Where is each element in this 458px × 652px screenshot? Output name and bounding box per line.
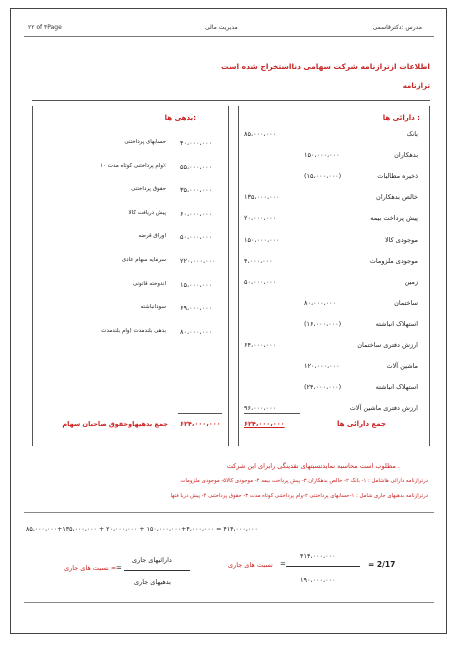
calc-rule-top — [24, 512, 434, 513]
liability-amount: ۳۵،۰۰۰،۰۰۰ — [180, 186, 213, 194]
formula-fraction-bar — [124, 570, 190, 571]
asset-subamount: ۱۵۰،۰۰۰،۰۰۰ — [304, 151, 340, 159]
asset-label: موجودی کالا — [384, 236, 418, 244]
liability-label: وام پرداختنی کوتاه مدت ۱۰٪ — [100, 163, 166, 169]
current-assets-sum: ۸۵،۰۰۰،۰۰۰+۱۳۵،۰۰۰،۰۰۰ + ۲۰،۰۰۰،۰۰۰ + ۱۵۰،۰۰۰،۰۰۰+۴،۰۰۰،۰۰۰ = ۴۱۴،۰۰۰،۰۰۰ — [26, 526, 258, 533]
liabilities-total-amount: ۶۲۴،۰۰۰،۰۰۰ — [180, 420, 221, 428]
asset-subamount: (۱۵،۰۰۰،۰۰۰) — [304, 172, 342, 180]
asset-label: ماشین آلات — [386, 362, 418, 370]
asset-label: استهلاک انباشته — [375, 320, 418, 328]
result-equals: = — [280, 560, 286, 568]
asset-amount: ۱۵۰،۰۰۰،۰۰۰ — [244, 236, 280, 244]
header-divider — [24, 36, 434, 37]
liabilities-left-rule — [32, 106, 33, 446]
liability-label: سرمایه سهام عادی — [121, 257, 166, 263]
asset-label: موجودی ملزومات — [369, 257, 418, 265]
liability-amount: ۸۰،۰۰۰،۰۰۰ — [180, 328, 213, 336]
assets-total-rule — [244, 413, 300, 414]
asset-label: ذخیره مطالبات — [377, 172, 418, 180]
current-assets-note: درترازنامه دارائی هاشامل : ۱- بانک ۲- خالص بدهکاران ۳- پیش پرداخت بیمه ۴- موجودی کالا۵- موجودی ملزومات — [180, 478, 428, 484]
liabilities-heading: بدهی ها: — [164, 114, 196, 122]
balance-sheet-title: ترازنامه — [402, 82, 430, 90]
asset-label: ساختمان — [394, 299, 418, 307]
asset-label: زمین — [404, 278, 418, 286]
asset-label: بدهکاران — [394, 151, 418, 159]
asset-label: ارزش دفتری ساختمان — [357, 341, 418, 349]
liability-label: پیش دریافت کالا — [128, 210, 166, 216]
formula-equals: = — [116, 564, 122, 572]
asset-amount: ۸۵،۰۰۰،۰۰۰ — [244, 130, 277, 138]
liability-label: بدهی بلندمدت (وام بلندمدت — [101, 328, 166, 334]
asset-amount: ۴،۰۰۰،۰۰۰ — [244, 257, 273, 265]
asset-label: ارزش دفتری ماشین آلات — [349, 404, 418, 412]
result-label: نسبت های جاری — [228, 561, 273, 569]
liability-amount: ۶۰،۰۰۰،۰۰۰ — [180, 210, 213, 218]
asset-amount: ۵۰،۰۰۰،۰۰۰ — [244, 278, 277, 286]
liability-amount: ۵۵،۰۰۰،۰۰۰ — [180, 163, 213, 171]
liability-label: حقوق پرداختنی — [131, 186, 166, 192]
result-value: = 2/17 — [368, 560, 396, 569]
formula-numerator: دارائیهای جاری — [132, 556, 172, 564]
liability-amount: ۴۰،۰۰۰،۰۰۰ — [180, 139, 213, 147]
liabilities-total-label: جمع بدهیهاوحقوق صاحبان سهام — [62, 420, 168, 428]
asset-subamount: (۲۴،۰۰۰،۰۰۰) — [304, 383, 342, 391]
question-prompt: مطلوب است محاسبه نمایدنسبتهای نقدینگی رابرای این شرکت . — [226, 462, 400, 470]
section-title: اطلاعات ازترازنامه شرکت سهامی دنااستخراج شده است — [221, 62, 430, 71]
formula-label: نسبت های جاری = — [64, 564, 117, 572]
asset-label: پیش پرداخت بیمه — [370, 214, 418, 222]
asset-subamount: ۱۲۰،۰۰۰،۰۰۰ — [304, 362, 340, 370]
liability-label: حسابهای پرداختنی — [124, 139, 166, 145]
result-numerator: ۴۱۴،۰۰۰،۰۰۰ — [300, 552, 336, 560]
asset-label: بانک — [406, 130, 418, 138]
asset-subamount: (۱۶،۰۰۰،۰۰۰) — [304, 320, 342, 328]
course-title: مدیریت مالی — [205, 24, 238, 31]
liability-amount: ۵۰،۰۰۰،۰۰۰ — [180, 233, 213, 241]
liabilities-right-rule — [228, 106, 229, 446]
asset-subamount: ۸۰،۰۰۰،۰۰۰ — [304, 299, 337, 307]
liability-amount: ۱۵،۰۰۰،۰۰۰ — [180, 281, 213, 289]
asset-amount: ۲۰،۰۰۰،۰۰۰ — [244, 214, 277, 222]
asset-amount: ۹۶،۰۰۰،۰۰۰ — [244, 404, 277, 412]
assets-total-label: جمع دارائی ها — [336, 420, 386, 428]
current-liabilities-note: درترازنامه بدهیهای جاری شامل : ۱-حسابهای پرداختنی ۲-وام پرداختنی کوتاه مدت ۳- حقوق پرداختنی ۴- پیش دریا فتها — [170, 493, 428, 499]
assets-right-rule — [429, 106, 430, 446]
assets-left-rule — [238, 106, 239, 446]
instructor-name: مدرس :دکترقاسمی — [372, 24, 422, 31]
liability-label: سودانباشته — [140, 304, 166, 310]
result-fraction-bar — [286, 566, 360, 567]
liability-amount: ۶۹،۰۰۰،۰۰۰ — [180, 304, 213, 312]
asset-amount: ۶۴،۰۰۰،۰۰۰ — [244, 341, 277, 349]
liability-amount: ۲۲۰،۰۰۰،۰۰۰ — [180, 257, 216, 265]
formula-denominator: بدهیهای جاری — [134, 578, 171, 586]
liabilities-total-rule — [178, 413, 222, 414]
asset-amount: ۱۳۵،۰۰۰،۰۰۰ — [244, 193, 280, 201]
calc-rule-bottom — [24, 602, 434, 603]
assets-heading: دارائی ها : — [382, 114, 420, 122]
assets-total-amount: ۶۲۴،۰۰۰،۰۰۰ — [244, 420, 285, 428]
liability-label: اندوخته قانونی — [132, 281, 166, 287]
liability-label: اوراق قرضه — [138, 233, 166, 239]
asset-label: خالص بدهکاران — [376, 193, 418, 201]
result-denominator: ۱۹۰،۰۰۰،۰۰۰ — [300, 576, 336, 584]
title-rule — [32, 100, 430, 101]
asset-label: استهلاک انباشته — [375, 383, 418, 391]
page-number: ۲۲ of ۴Page — [28, 24, 62, 31]
